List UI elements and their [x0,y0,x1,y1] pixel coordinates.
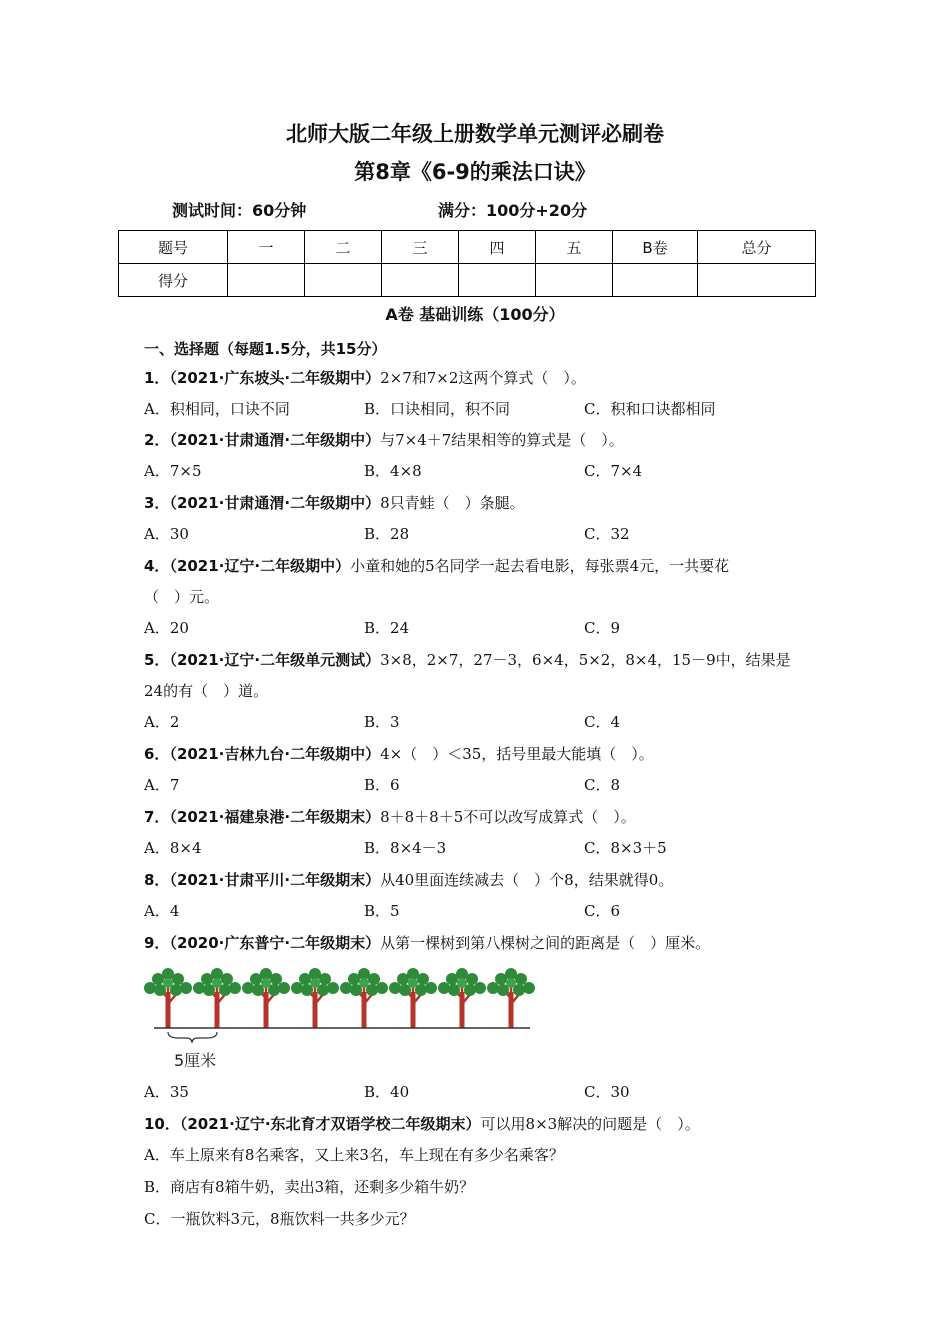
tree-4-icon [291,968,339,1028]
score-input-cell[interactable] [382,264,459,297]
question-source: （2021·广东坡头·二年级期中） [169,369,381,387]
score-header-cell: 题号 [119,231,228,264]
question-number: 8． [144,871,170,889]
question-1 [144,368,586,388]
option-c[interactable]: C．9 [584,619,621,637]
section-a-heading: A卷 基础训练（100分） [385,305,565,324]
question-text: 4×（ ）＜35，括号里最大能填（ ）。 [380,745,654,763]
page-title: 北师大版二年级上册数学单元测评必刷卷 [286,122,664,146]
question-text: 小童和她的5名同学一起去看电影，每张票4元，一共要花 [350,557,730,575]
question-number: 2． [144,431,170,449]
option-b[interactable]: B．8×4－3 [364,839,447,857]
part1-heading: 一、选择题（每题1.5分，共15分） [144,340,387,358]
question-4-continuation: （ ）元。 [144,588,220,606]
question-2 [144,430,624,450]
option-c[interactable]: C．6 [584,902,621,920]
question-5-continuation: 24的有（ ）道。 [144,682,269,700]
question-source: （2021·辽宁·二年级期中） [169,557,351,575]
full-score: 满分：100分+20分 [438,201,588,220]
trees-figure [144,964,544,1076]
score-header-cell: B卷 [613,231,698,264]
score-input-cell[interactable] [536,264,613,297]
score-table [118,230,816,297]
score-input-cell[interactable] [698,264,816,297]
question-text: 3×8，2×7，27－3，6×4，5×2，8×4，15－9中，结果是 [380,651,791,669]
option-a[interactable]: A．30 [144,525,189,543]
question-source: （2020·广东普宁·二年级期末） [169,934,381,952]
score-header-cell: 四 [459,231,536,264]
tree-5-icon [340,968,388,1028]
option-a[interactable]: A．4 [144,902,180,920]
score-header-cell: 五 [536,231,613,264]
question-source: （2021·辽宁·二年级单元测试） [169,651,381,669]
score-input-cell[interactable] [613,264,698,297]
page-subtitle: 第8章《6-9的乘法口诀》 [354,160,596,184]
question-source: （2021·吉林九台·二年级期中） [169,745,381,763]
option-c[interactable]: C．一瓶饮料3元，8瓶饮料一共多少元？ [144,1210,415,1228]
score-table-score-row [119,264,816,297]
option-b[interactable]: B．3 [364,713,400,731]
option-b[interactable]: B．24 [364,619,410,637]
question-text: 2×7和7×2这两个算式（ ）。 [380,369,586,387]
question-number: 7． [144,808,170,826]
score-input-cell[interactable] [305,264,382,297]
option-b[interactable]: B．40 [364,1083,410,1101]
option-c[interactable]: C．8×3＋5 [584,839,667,857]
tree-1-icon [144,968,192,1028]
question-source: （2021·甘肃平川·二年级期末） [169,871,381,889]
question-source: （2021·辽宁·东北育才双语学校二年级期末） [179,1115,481,1133]
option-a[interactable]: A．积相同，口诀不同 [144,400,290,418]
option-b[interactable]: B．商店有8箱牛奶，卖出3箱，还剩多少箱牛奶？ [144,1178,475,1196]
option-b[interactable]: B．口诀相同，积不同 [364,400,511,418]
option-c[interactable]: C．积和口诀都相同 [584,400,716,418]
question-number: 3． [144,494,170,512]
tree-3-icon [242,968,290,1028]
question-number: 6． [144,745,170,763]
score-header-cell: 一 [228,231,305,264]
question-number: 10． [144,1115,180,1133]
test-time: 测试时间：60分钟 [172,201,307,220]
option-a[interactable]: A．车上原来有8名乘客，又上来3名，车上现在有多少名乘客？ [144,1146,564,1164]
option-a[interactable]: A．20 [144,619,189,637]
option-c[interactable]: C．4 [584,713,621,731]
question-9 [144,933,710,953]
score-header-cell: 二 [305,231,382,264]
question-source: （2021·福建泉港·二年级期末） [169,808,381,826]
question-text: 8只青蛙（ ）条腿。 [380,494,525,512]
question-number: 1． [144,369,170,387]
question-3 [144,493,525,513]
question-6 [144,744,654,764]
option-c[interactable]: C．7×4 [584,462,643,480]
score-input-cell[interactable] [459,264,536,297]
question-4 [144,556,729,576]
score-row-label: 得分 [119,264,228,297]
question-source: （2021·甘肃通渭·二年级期中） [169,431,381,449]
question-text: 与7×4＋7结果相等的算式是（ ）。 [380,431,624,449]
distance-label: 5厘米 [174,1051,217,1070]
tree-2-icon [193,968,241,1028]
question-text: 从第一棵树到第八棵树之间的距离是（ ）厘米。 [380,934,711,952]
question-text: 从40里面连续减去（ ）个8，结果就得0。 [380,871,674,889]
score-table-header-row [119,231,816,264]
score-input-cell[interactable] [228,264,305,297]
tree-6-icon [389,968,437,1028]
option-c[interactable]: C．32 [584,525,630,543]
option-a[interactable]: A．35 [144,1083,189,1101]
option-b[interactable]: B．4×8 [364,462,422,480]
question-number: 9． [144,934,170,952]
question-5 [144,650,791,670]
question-7 [144,807,636,827]
option-b[interactable]: B．5 [364,902,400,920]
option-b[interactable]: B．6 [364,776,400,794]
option-a[interactable]: A．7×5 [144,462,202,480]
question-number: 5． [144,651,170,669]
score-header-cell: 三 [382,231,459,264]
question-number: 4． [144,557,170,575]
question-8 [144,870,673,890]
distance-brace [168,1032,217,1043]
option-c[interactable]: C．8 [584,776,621,794]
question-text: 8＋8＋8＋5不可以改写成算式（ ）。 [380,808,636,826]
tree-8-icon [487,968,535,1028]
option-a[interactable]: A．2 [144,713,180,731]
tree-7-icon [438,968,486,1028]
option-a[interactable]: A．8×4 [144,839,202,857]
option-a[interactable]: A．7 [144,776,180,794]
question-source: （2021·甘肃通渭·二年级期中） [169,494,381,512]
option-b[interactable]: B．28 [364,525,410,543]
score-header-cell: 总分 [698,231,816,264]
option-c[interactable]: C．30 [584,1083,630,1101]
question-10 [144,1114,700,1134]
question-text: 可以用8×3解决的问题是（ ）。 [480,1115,700,1133]
